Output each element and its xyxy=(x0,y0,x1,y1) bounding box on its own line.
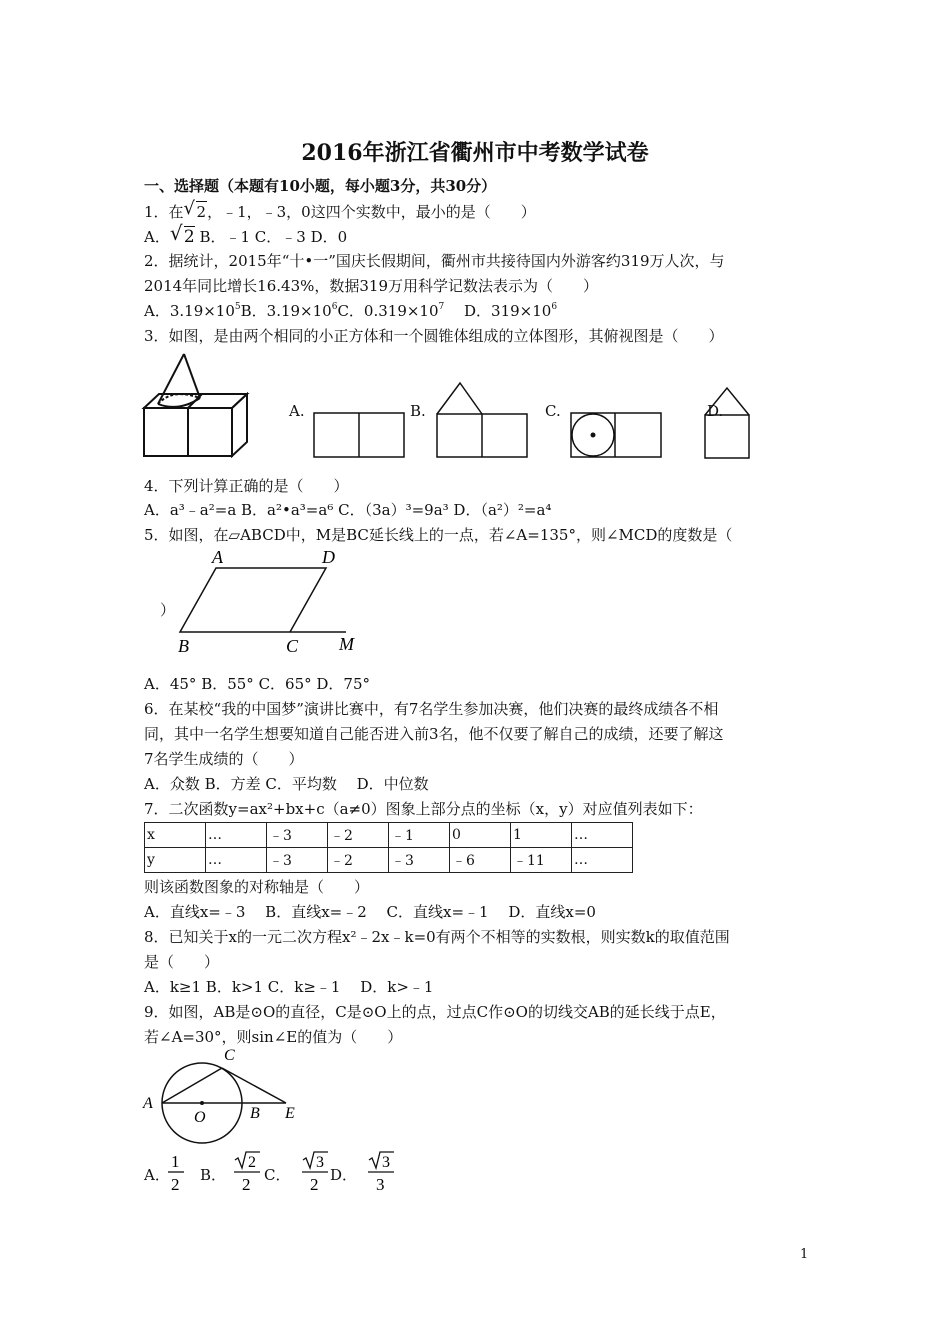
fraction-a xyxy=(166,1150,186,1194)
svg-text:3: 3 xyxy=(382,1154,390,1171)
q3-label-b: B. xyxy=(410,402,426,420)
table-cell: … xyxy=(206,848,267,873)
table-cell: … xyxy=(206,823,267,848)
table-cell: ﹣2 xyxy=(328,823,389,848)
section-heading: 一、选择题（本题有10小题，每小题3分，共30分） xyxy=(144,177,497,195)
q7-ask: 则该函数图象的对称轴是（ ） xyxy=(144,878,370,896)
q2-options: A．$3.19\times 10^5B$．$3.19\times 10^6C$．$0.319\times 10^7$ D．$319\times 10^6$ xyxy=(144,302,558,320)
point-label-o: O xyxy=(194,1109,206,1126)
q7-stem: 7．二次函数y=ax²+bx+c（a≠0）图象上部分点的坐标（x，y）对应值列表如下： xyxy=(144,800,703,818)
q6-line3: 7名学生成绩的（ ） xyxy=(144,750,304,768)
table-row xyxy=(145,848,633,873)
table-cell: … xyxy=(572,848,633,873)
sqrt2-symbol: √ 2 xyxy=(183,198,207,221)
q8-line1: 8．已知关于x的一元二次方程x²﹣2x﹣k=0有两个不相等的实数根，则实数k的取值范围 xyxy=(144,928,730,946)
q4-options: A．a³﹣a²=a B．a²•a³=a⁶ C．（3a）³=9a³ D．（a²）²=a⁴ xyxy=(144,501,552,519)
page-title: 2016年浙江省衢州市中考数学试卷 xyxy=(301,140,649,166)
q9-line1: 9．如图，AB是⊙O的直径，C是⊙O上的点，过点C作⊙O的切线交AB的延长线于点E， xyxy=(144,1003,726,1021)
point-label-c: C xyxy=(286,636,299,656)
page-number: 1 xyxy=(800,1247,809,1262)
svg-text:2: 2 xyxy=(248,1154,256,1171)
q3-stem: 3．如图，是由两个相同的小正方体和一个圆锥体组成的立体图形，其俯视图是（ ） xyxy=(144,327,724,345)
q5-close: ） xyxy=(160,601,176,619)
table-cell: 0 xyxy=(450,823,511,848)
parallelogram-figure xyxy=(176,546,366,654)
q9-opt-a-label: A． xyxy=(144,1166,170,1184)
svg-text:2: 2 xyxy=(171,1175,180,1194)
point-label-e: E xyxy=(285,1105,295,1122)
q5-options: A．45° B．55° C．65° D．75° xyxy=(144,675,371,693)
table-cell: ﹣6 xyxy=(450,848,511,873)
option-d-figure xyxy=(704,387,750,459)
svg-text:3: 3 xyxy=(376,1175,385,1194)
q6-options: A．众数 B．方差 C．平均数 D．中位数 xyxy=(144,775,429,793)
fraction-c xyxy=(300,1150,330,1194)
point-label-b: B xyxy=(178,636,189,656)
svg-text:1: 1 xyxy=(171,1152,180,1171)
fraction-d xyxy=(366,1150,396,1194)
q5-stem: 5．如图，在▱ABCD中，M是BC延长线上的一点，若∠A=135°，则∠MCD的度数是（ xyxy=(144,526,733,544)
table-cell: ﹣3 xyxy=(267,848,328,873)
value-table xyxy=(144,822,633,873)
q9-opt-c-label: C． xyxy=(264,1166,291,1184)
point-label-c: C xyxy=(224,1047,235,1064)
circle-tangent-figure xyxy=(142,1046,302,1144)
svg-text:2: 2 xyxy=(242,1175,251,1194)
solid-figure xyxy=(142,348,252,460)
q4-stem: 4．下列计算正确的是（ ） xyxy=(144,477,349,495)
svg-text:2: 2 xyxy=(310,1175,319,1194)
point-label-a: A xyxy=(212,547,223,567)
point-label-d: D xyxy=(322,547,335,567)
q9-opt-b-label: B． xyxy=(200,1166,227,1184)
q6-line2: 同，其中一名学生想要知道自己能否进入前3名，他不仅要了解自己的成绩，还要了解这 xyxy=(144,725,724,743)
option-b-figure xyxy=(436,380,528,458)
q3-label-c: C. xyxy=(545,402,561,420)
q9-opt-d-label: D． xyxy=(330,1166,358,1184)
table-cell: ﹣1 xyxy=(389,823,450,848)
q7-options: A．直线x=﹣3 B．直线x=﹣2 C．直线x=﹣1 D．直线x=0 xyxy=(144,903,596,921)
table-row xyxy=(145,823,633,848)
q2-line1: 2．据统计，2015年“十•一”国庆长假期间，衢州市共接待国内外游客约319万人次，与 xyxy=(144,252,725,270)
table-cell: ﹣3 xyxy=(267,823,328,848)
q6-line1: 6．在某校“我的中国梦”演讲比赛中，有7名学生参加决赛，他们决赛的最终成绩各不相 xyxy=(144,700,719,718)
option-a-figure xyxy=(313,412,405,458)
q3-label-d: D. xyxy=(707,402,724,420)
q3-label-a: A. xyxy=(289,402,305,420)
q8-options: A．k≥1 B．k>1 C．k≥﹣1 D．k>﹣1 xyxy=(144,978,434,996)
point-label-a: A xyxy=(143,1095,153,1112)
table-cell: x xyxy=(145,823,206,848)
q2-line2: 2014年同比增长16.43%，数据319万用科学记数法表示为（ ） xyxy=(144,277,599,295)
fraction-b xyxy=(232,1150,262,1194)
table-cell: 1 xyxy=(511,823,572,848)
q8-line2: 是（ ） xyxy=(144,953,220,971)
option-c-figure xyxy=(570,412,662,458)
point-label-m: M xyxy=(339,634,354,654)
table-cell: y xyxy=(145,848,206,873)
table-cell: ﹣3 xyxy=(389,848,450,873)
table-cell: … xyxy=(572,823,633,848)
q1-stem: 1．在 √ 2，﹣1，﹣3，0这四个实数中，最小的是（ ） xyxy=(144,198,536,221)
table-cell: ﹣11 xyxy=(511,848,572,873)
q9-line2: 若∠A=30°，则sin∠E的值为（ ） xyxy=(144,1028,403,1046)
q1-options: A． √ 2 B．﹣1 C．﹣3 D．0 xyxy=(144,221,348,247)
table-cell: ﹣2 xyxy=(328,848,389,873)
svg-text:3: 3 xyxy=(316,1154,324,1171)
point-label-b: B xyxy=(250,1105,260,1122)
